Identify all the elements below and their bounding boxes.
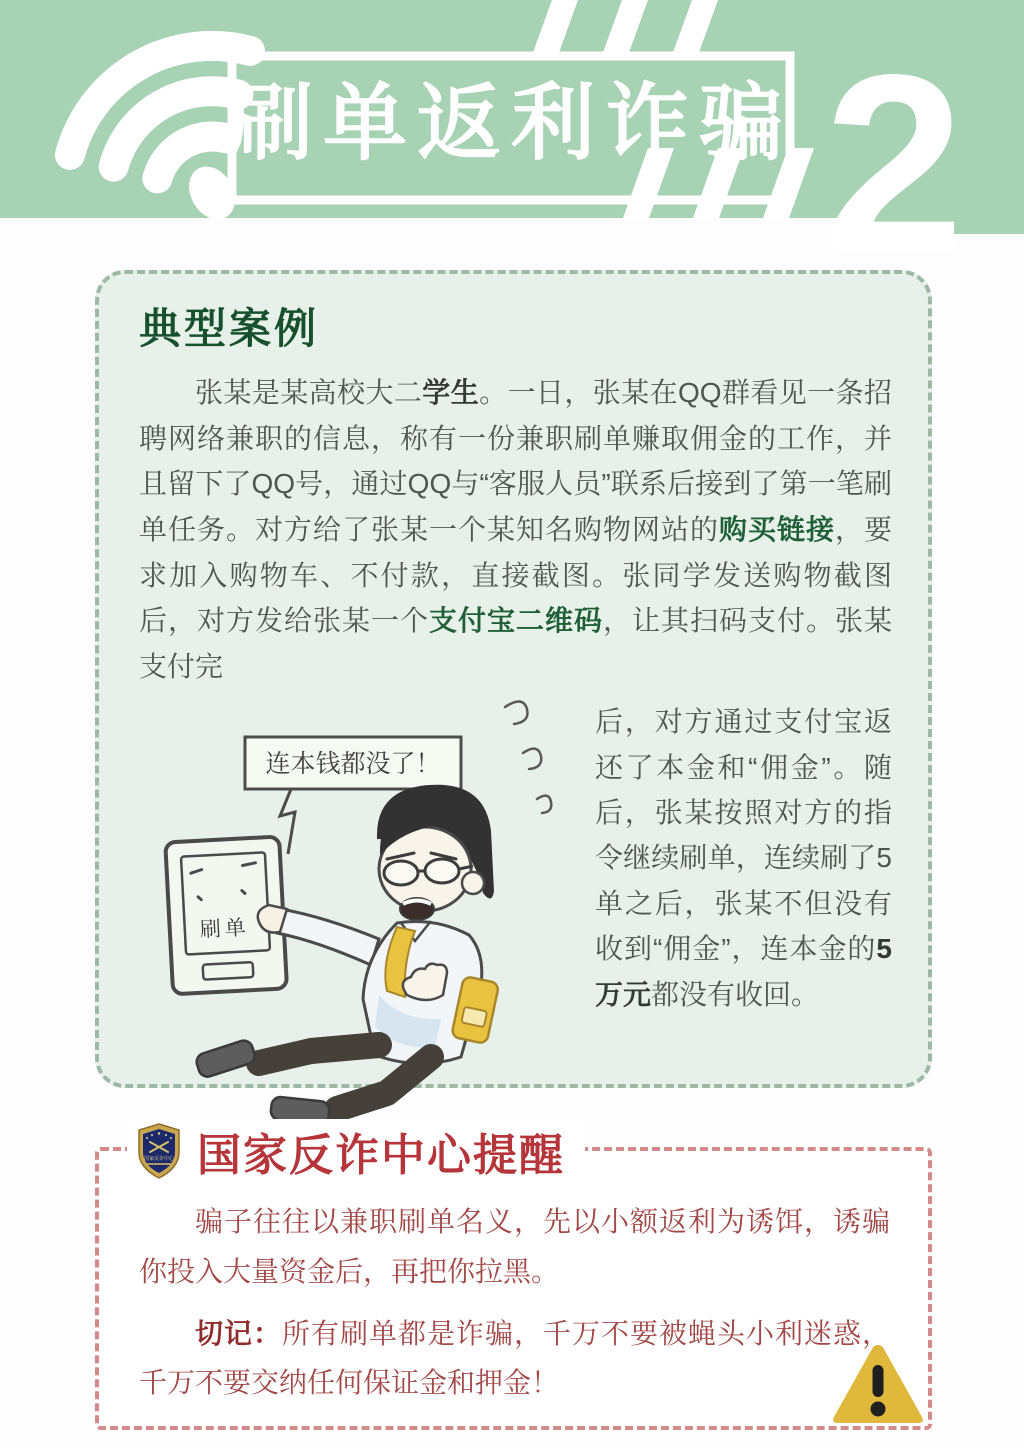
case-text-bold: 学生 <box>422 377 480 408</box>
reminder-paragraph-1: 骗子往往以兼职刷单名义，先以小额返利为诱饵，诱骗你投入大量资金后，再把你拉黑。 <box>139 1206 890 1287</box>
banner-top-slashes-decoration <box>531 0 718 58</box>
case-title: 典型案例 <box>139 305 320 352</box>
reminder-title: 国家反诈中心提醒 <box>197 1131 565 1180</box>
phone-screen-label: 刷单 <box>199 916 251 943</box>
badge-label: 国家反诈中心 <box>143 1156 175 1162</box>
speech-bubble-text: 连本钱都没了！ <box>265 750 441 779</box>
banner-number: 2 <box>824 23 965 262</box>
warning-triangle-icon <box>830 1339 926 1429</box>
reminder-paragraph-2 <box>139 1309 890 1409</box>
student-head-illustration <box>377 785 494 920</box>
reminder-body <box>99 1151 928 1408</box>
case-text-amount: 5万元 <box>595 933 892 1010</box>
banner-title: 刷单返利诈骗 <box>228 76 794 170</box>
reminder-text-bold: 切记： <box>195 1317 282 1349</box>
case-text: 张某是某高校大二 <box>195 377 423 408</box>
case-box <box>95 270 932 1088</box>
reminder-header <box>127 1119 585 1183</box>
case-text: 。一日，张某在QQ群看见一条招聘网络兼职的信息，称有一份兼职刷单赚取佣金的工作，并且留下了QQ号，通过QQ与“客服人员”联系后接到了第一笔刷单任务。对方给了张某一个某知名购物网站的 <box>139 377 892 545</box>
case-paragraph-1 <box>139 370 892 689</box>
anti-fraud-center-badge-icon <box>135 1122 183 1180</box>
case-bottom-row <box>139 693 892 1135</box>
case-text-highlight-purchase-link: 购买链接 <box>718 513 835 545</box>
case-text-highlight-alipay-qr: 支付宝二维码 <box>428 605 603 637</box>
reminder-text: 所有刷单都是诈骗，千万不要被蝇头小利迷惑，千万不要交纳任何保证金和押金！ <box>139 1317 890 1399</box>
reminder-box <box>95 1131 932 1430</box>
case-text: ，让其扫码支付。张某支付完 <box>139 605 892 682</box>
case-text: 都没有收回。 <box>651 978 820 1010</box>
arm-illustration <box>277 909 379 965</box>
case-paragraph-2 <box>595 699 892 1135</box>
case-text: ，要求加入购物车、不付款，直接截图。张同学发送购物截图后，对方发给张某一个 <box>139 513 892 637</box>
banner <box>0 0 1024 262</box>
case-text: 后，对方通过支付宝返还了本金和“佣金”。随后，张某按照对方的指令继续刷单，连续刷了5单之后，张某不但没有收到“佣金”，连本金的 <box>595 706 892 965</box>
case-illustration <box>139 693 591 1135</box>
dizzy-squiggles-icon <box>505 702 551 814</box>
